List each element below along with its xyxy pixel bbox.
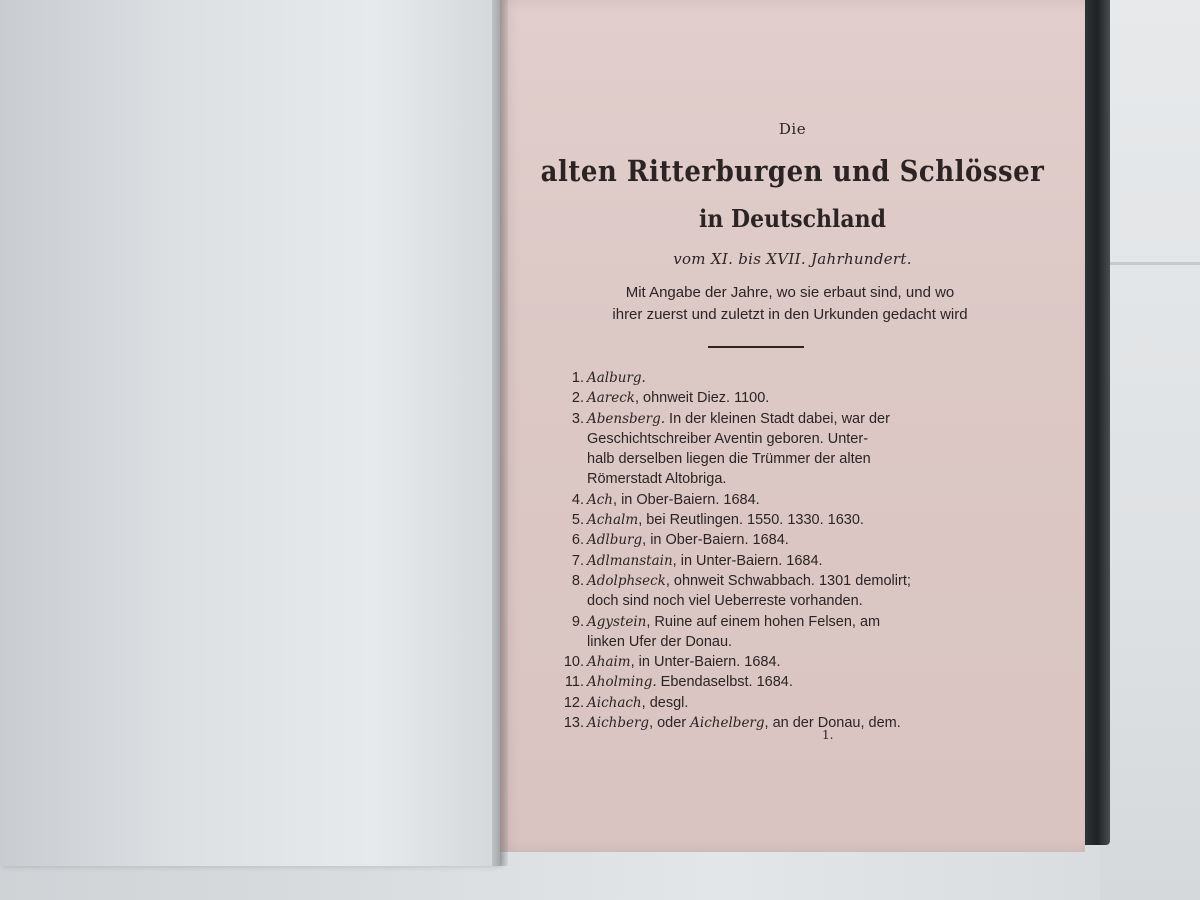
list-item bbox=[540, 510, 980, 530]
entry-text: , in Ober-Baiern. 1684. bbox=[642, 532, 789, 549]
list-item bbox=[540, 490, 980, 510]
entry-continuation: doch sind noch viel Ueberreste vorhanden. bbox=[587, 593, 863, 610]
entry-text: , desgl. bbox=[641, 694, 689, 711]
list-item bbox=[540, 713, 980, 733]
entry-name: Agystein bbox=[587, 613, 647, 630]
entry-name: Adlmanstain bbox=[587, 552, 673, 569]
entry-text: , in Unter-Baiern. 1684. bbox=[672, 552, 823, 569]
title-description bbox=[540, 282, 1040, 326]
entry-name: Achalm bbox=[587, 512, 639, 529]
entry-number: 13. bbox=[563, 715, 584, 732]
description-line-2: ihrer zuerst und zuletzt in den Urkunden gedacht wird bbox=[612, 306, 968, 323]
left-blank-page bbox=[0, 0, 500, 866]
entry-number: 2. bbox=[571, 390, 584, 407]
entry-text: , ohnweit Schwabbach. 1301 demolirt; bbox=[665, 572, 911, 589]
book-gutter bbox=[492, 0, 508, 866]
title-sub: in Deutschland bbox=[698, 204, 886, 234]
entry-number: 10. bbox=[563, 654, 584, 671]
description-line-1: Mit Angabe der Jahre, wo sie erbaut sind, und wo bbox=[625, 284, 955, 301]
entry-continuation: Römerstadt Altobriga. bbox=[587, 471, 727, 488]
list-item bbox=[540, 530, 980, 550]
list-item bbox=[540, 551, 980, 571]
entry-number: 3. bbox=[571, 410, 584, 427]
entry-name: Ahaim bbox=[587, 654, 631, 671]
list-item bbox=[540, 693, 980, 713]
title-page bbox=[500, 0, 1085, 852]
entry-text: Ebendaselbst. 1684. bbox=[656, 674, 793, 691]
entry-name: Abensberg. bbox=[587, 410, 666, 427]
list-item bbox=[540, 672, 980, 692]
castle-list bbox=[540, 368, 980, 733]
entry-number: 9. bbox=[571, 613, 584, 630]
entry-continuation: linken Ufer der Donau. bbox=[587, 633, 733, 650]
backdrop-fold bbox=[1100, 262, 1200, 265]
title-main: alten Ritterburgen und Schlösser bbox=[540, 155, 1045, 189]
entry-name: Aichberg bbox=[587, 715, 650, 732]
entry-name-alt: Aichelberg bbox=[690, 715, 765, 732]
backdrop-paper bbox=[1100, 0, 1200, 900]
entry-text: , ohnweit Diez. 1100. bbox=[634, 390, 770, 407]
entry-name: Aichach bbox=[587, 694, 642, 711]
list-item bbox=[540, 612, 980, 653]
list-item bbox=[540, 652, 980, 672]
entry-continuation: halb derselben liegen die Trümmer der alten bbox=[587, 451, 871, 468]
entry-name: Aareck bbox=[587, 390, 635, 407]
entry-number: 8. bbox=[571, 572, 584, 589]
entry-text: , in Ober-Baiern. 1684. bbox=[613, 491, 760, 508]
divider-rule bbox=[708, 346, 804, 348]
list-item bbox=[540, 388, 980, 408]
entry-number: 6. bbox=[571, 532, 584, 549]
entry-name: Adolphseck bbox=[587, 572, 666, 589]
entry-name: Ach bbox=[587, 491, 614, 508]
entry-number: 4. bbox=[571, 491, 584, 508]
entry-number: 11. bbox=[564, 674, 584, 691]
entry-number: 1. bbox=[571, 370, 584, 386]
entry-text: , oder bbox=[649, 715, 691, 732]
entry-text: In der kleinen Stadt dabei, war der bbox=[665, 410, 890, 427]
entry-text: , Ruine auf einem hohen Felsen, am bbox=[646, 613, 881, 630]
list-item bbox=[540, 571, 980, 612]
list-item bbox=[540, 368, 980, 388]
entry-name: Adlburg bbox=[587, 532, 643, 549]
list-item bbox=[540, 409, 980, 490]
entry-text: , bei Reutlingen. 1550. 1330. 1630. bbox=[638, 512, 864, 529]
entry-name: Aalburg. bbox=[587, 370, 646, 386]
entry-text: , in Unter-Baiern. 1684. bbox=[630, 654, 781, 671]
entry-text: , an der Donau, dem. bbox=[764, 715, 901, 732]
page-number: 1. bbox=[822, 728, 834, 742]
entry-name: Aholming. bbox=[587, 674, 657, 691]
entry-number: 7. bbox=[571, 552, 584, 569]
title-period: vom XI. bis XVII. Jahrhundert. bbox=[673, 250, 912, 268]
entry-continuation: Geschichtschreiber Aventin geboren. Unter- bbox=[587, 430, 869, 447]
entry-number: 12. bbox=[563, 694, 584, 711]
entry-number: 5. bbox=[571, 512, 584, 529]
title-pre: Die bbox=[778, 120, 807, 138]
